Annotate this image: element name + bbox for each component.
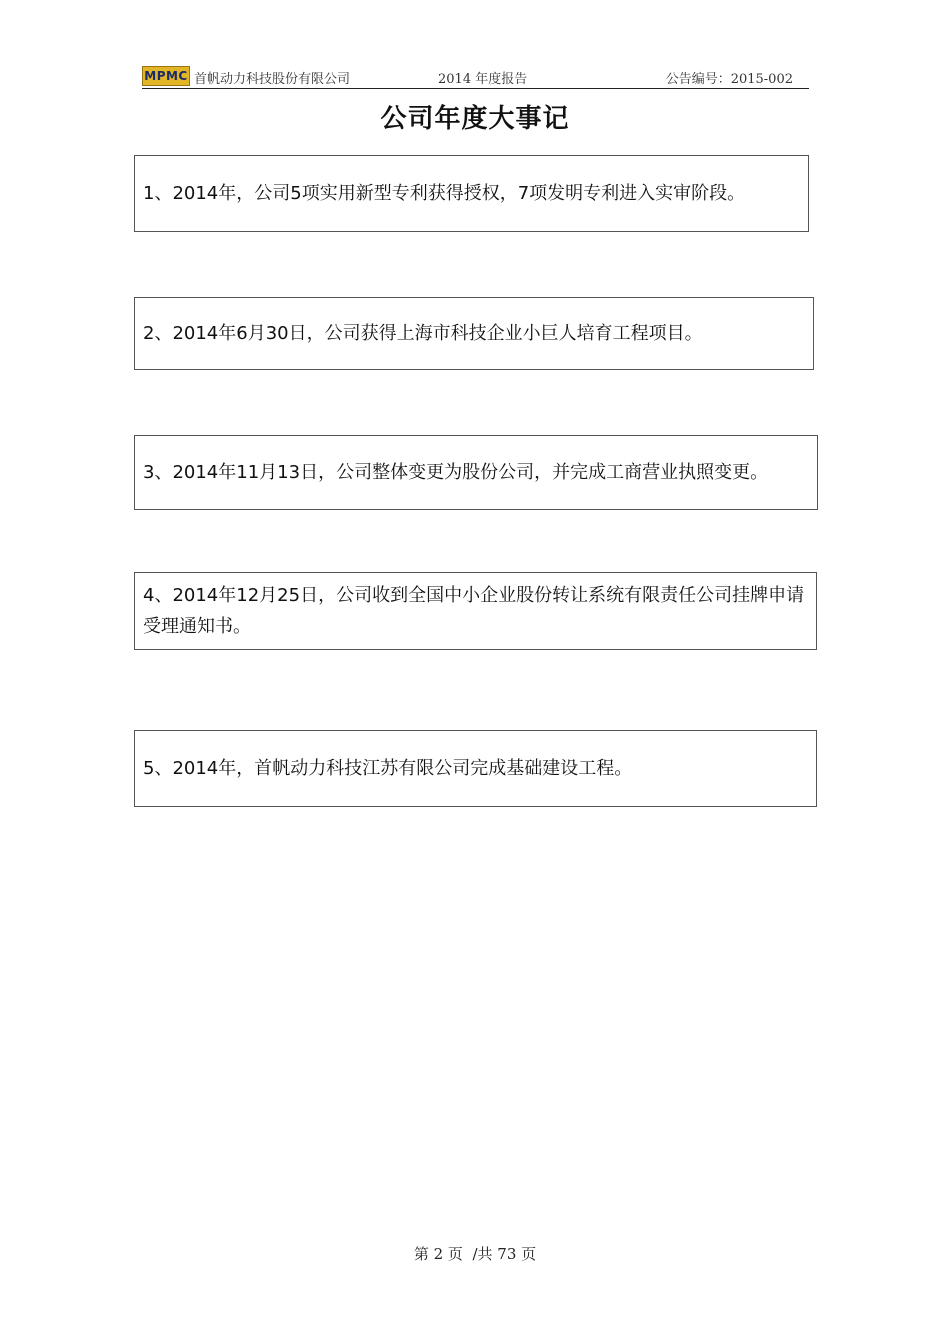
header-company-name: 首帆动力科技股份有限公司 [194, 72, 351, 87]
event-item-5 [134, 730, 817, 807]
event-text: 4、2014年12月25日，公司收到全国中小企业股份转让系统有限责任公司挂牌申请受理通知书。 [143, 585, 805, 637]
event-text: 1、2014年，公司5项实用新型专利获得授权，7项发明专利进入实审阶段。 [143, 183, 746, 204]
company-logo: MPMC [142, 66, 190, 86]
event-item-2 [134, 297, 814, 370]
page-title: 公司年度大事记 [380, 104, 570, 134]
event-item-1 [134, 155, 809, 232]
event-text: 3、2014年11月13日，公司整体变更为股份公司，并完成工商营业执照变更。 [143, 462, 769, 483]
event-text: 2、2014年6月30日，公司获得上海市科技企业小巨人培育工程项目。 [143, 323, 703, 344]
page-header [142, 66, 809, 89]
event-text: 5、2014年，首帆动力科技江苏有限公司完成基础建设工程。 [143, 758, 633, 779]
page-number: 第 2 页 /共 73 页 [413, 1245, 537, 1263]
event-item-3 [134, 435, 818, 510]
header-report-title: 2014 年度报告 [438, 72, 528, 87]
event-item-4 [134, 572, 817, 650]
header-notice-number: 公告编号：2015-002 [665, 72, 793, 87]
